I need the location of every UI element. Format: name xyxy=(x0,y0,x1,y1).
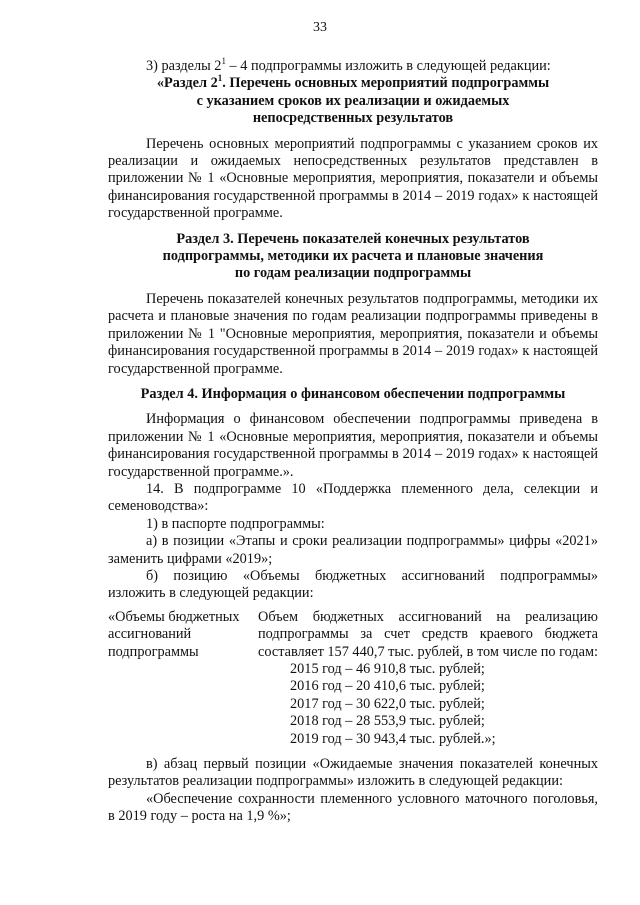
budget-text: Объем бюджетных ассигнований на реализацию подпрограммы за счет средств краевого бюджета составляет 157 440,7 тыс. рублей, в том числе по годам: xyxy=(258,608,599,660)
section3-heading xyxy=(108,231,598,283)
intro-superscript: 1 xyxy=(221,56,226,67)
section3-body: Перечень показателей конечных результатов подпрограммы, методики их расчета и плановые значения по годам реализации подпрограммы приведены в приложении № 1 "Основные мероприятия, мероприятия, показатели и объемы финансирования государственной программы в 2014 – 2019 годах» к настоящей государственной программе. xyxy=(108,290,598,377)
budget-year-row: 2016 год – 20 410,6 тыс. рублей; xyxy=(290,678,485,695)
section2-title-rest: . Перечень основных мероприятий подпрограммы xyxy=(222,75,550,92)
intro-line xyxy=(108,58,598,75)
item-14: 14. В подпрограмме 10 «Поддержка племенного дела, селекции и семеноводства»: xyxy=(108,480,598,515)
section2-title-line3: непосредственных результатов xyxy=(252,110,454,127)
intro-text-2: – 4 подпрограммы изложить в следующей редакции: xyxy=(225,58,551,74)
budget-years xyxy=(290,661,598,748)
sub-item-v: в) абзац первый позиции «Ожидаемые значения показателей конечных результатов реализации подпрограммы» изложить в следующей редакции: xyxy=(108,756,598,790)
quote-text: «Обеспечение сохранности племенного условного маточного поголовья, в 2019 году – роста на 1,9 %»; xyxy=(108,790,598,825)
budget-year-row: 2017 год – 30 622,0 тыс. рублей; xyxy=(290,695,485,712)
budget-year-row: 2015 год – 46 910,8 тыс. рублей; xyxy=(290,661,485,677)
section3-title-line2: подпрограммы, методики их расчета и плановые значения xyxy=(162,248,544,265)
section2-heading xyxy=(108,75,598,127)
section4-heading: Раздел 4. Информация о финансовом обеспечении подпрограммы xyxy=(140,385,566,402)
budget-table xyxy=(108,609,598,748)
section2-body: Перечень основных мероприятий подпрограммы с указанием сроков их реализации и ожидаемых непосредственных результатов представлен в приложении № 1 «Основные мероприятия, мероприятия, показатели и объемы финансирования государственной программы в 2014 – 2019 годах» к настоящей государственной программе. xyxy=(108,135,598,222)
sub-item-b: б) позицию «Объемы бюджетных ассигнований подпрограммы» изложить в следующей редакции: xyxy=(108,567,598,602)
budget-year-row: 2019 год – 30 943,4 тыс. рублей.»; xyxy=(290,730,496,747)
section2-title-sup: 1 xyxy=(217,73,223,84)
document-body xyxy=(108,58,598,826)
intro-text-1: 3) разделы 2 xyxy=(146,58,222,74)
section4-body: Информация о финансовом обеспечении подпрограммы приведена в приложении № 1 «Основные мероприятия, мероприятия, показатели и объемы финансирования государственной программы в 2014 – 2019 годах» к настоящей государственной программе.». xyxy=(108,411,598,480)
section2-title-prefix: «Раздел 2 xyxy=(156,75,218,92)
budget-year-row: 2018 год – 28 553,9 тыс. рублей; xyxy=(290,713,485,730)
section2-title-line2: с указанием сроков их реализации и ожидаемых xyxy=(196,92,510,109)
page-number: 33 xyxy=(313,20,327,35)
section3-title-line1: Раздел 3. Перечень показателей конечных результатов xyxy=(176,230,530,247)
sub-item-1: 1) в паспорте подпрограммы: xyxy=(146,515,325,532)
sub-item-a: а) в позиции «Этапы и сроки реализации подпрограммы» цифры «2021» заменить цифрами «2019»; xyxy=(108,533,598,567)
section3-title-line3: по годам реализации подпрограммы xyxy=(234,265,472,282)
budget-content xyxy=(258,609,598,748)
budget-label: «Объемы бюджетных ассигнований подпрограммы xyxy=(108,608,240,660)
